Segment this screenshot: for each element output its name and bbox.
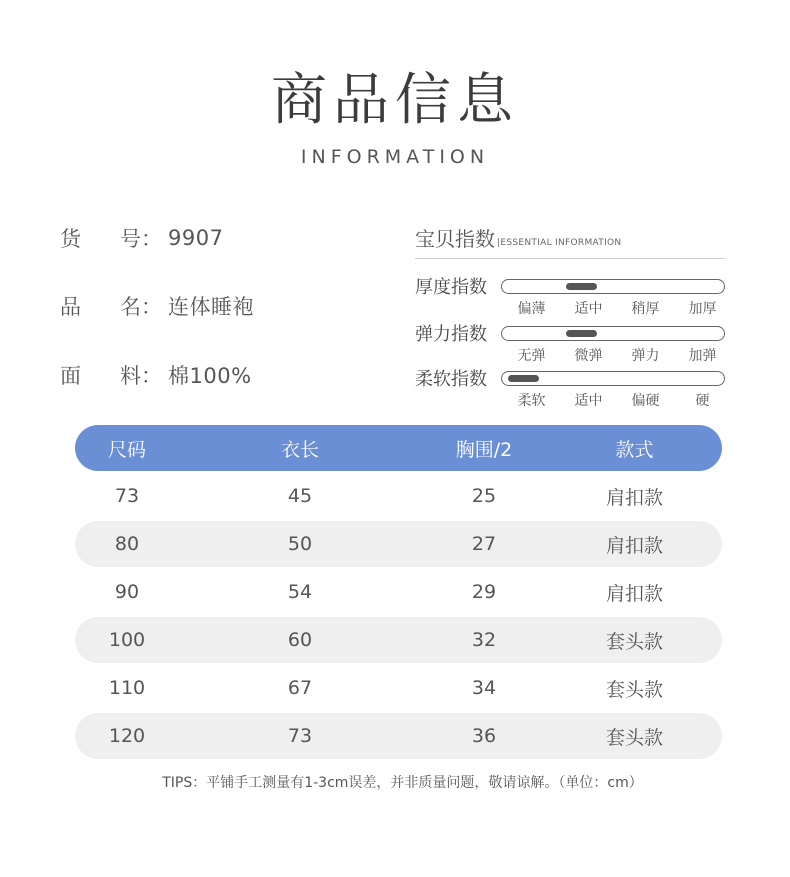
meter-option: 加弹 (688, 348, 717, 364)
meter-softness (415, 365, 727, 409)
meter-option: 偏硬 (631, 393, 660, 409)
info-value: 连体睡袍 (168, 295, 254, 319)
table-cell: 54 (287, 581, 313, 603)
header-length: 衣长 (280, 438, 319, 461)
page-subtitle: INFORMATION (300, 146, 490, 168)
meter-indicator (508, 375, 539, 382)
table-cell: 34 (471, 677, 497, 699)
table-cell: 套头款 (605, 630, 663, 653)
meter-option: 适中 (574, 393, 603, 409)
table-cell: 套头款 (605, 678, 663, 701)
info-label-char2: 名： (120, 295, 162, 319)
table-cell: 45 (287, 485, 313, 507)
index-header (415, 224, 725, 259)
table-cell: 肩扣款 (605, 486, 663, 509)
info-item-material (60, 360, 252, 390)
meter-label: 厚度指数 (415, 277, 487, 298)
meter-option: 硬 (695, 393, 710, 409)
info-label-char1: 品 (60, 295, 81, 319)
meter-track (501, 371, 725, 386)
size-table (75, 425, 722, 759)
meter-option: 柔软 (517, 393, 546, 409)
info-item-number (60, 223, 223, 253)
meter-options (503, 345, 731, 365)
table-cell: 32 (471, 629, 497, 651)
table-cell: 73 (114, 485, 140, 507)
table-row (75, 665, 722, 711)
index-title: 宝贝指数 (415, 227, 495, 251)
table-cell: 50 (287, 533, 313, 555)
meter-options (503, 298, 731, 318)
header-style: 款式 (615, 438, 654, 461)
table-cell: 27 (471, 533, 497, 555)
info-label-char1: 面 (60, 364, 81, 388)
meter-indicator (566, 330, 597, 337)
meter-elasticity (415, 320, 727, 364)
table-cell: 80 (114, 533, 140, 555)
table-cell: 25 (471, 485, 497, 507)
meter-option: 稍厚 (631, 301, 660, 317)
table-cell: 套头款 (605, 726, 663, 749)
table-row (75, 713, 722, 759)
table-row (75, 473, 722, 519)
header-size: 尺码 (107, 438, 146, 461)
meter-option: 适中 (574, 301, 603, 317)
meter-track (501, 326, 725, 341)
table-row (75, 521, 722, 567)
info-value: 棉100% (168, 364, 252, 388)
info-label-char2: 料： (120, 364, 162, 388)
info-label-char1: 货 (60, 227, 81, 251)
table-cell: 73 (287, 725, 313, 747)
table-row (75, 569, 722, 615)
table-cell: 36 (471, 725, 497, 747)
tips-note: TIPS：平铺手工测量有1-3cm误差，并非质量问题，敬请谅解。（单位：cm） (162, 775, 643, 791)
meter-option: 微弹 (574, 348, 603, 364)
table-header (75, 425, 722, 471)
table-cell: 120 (108, 725, 146, 747)
header-chest: 胸围/2 (455, 438, 513, 461)
meter-options (503, 390, 731, 410)
meter-option: 偏薄 (517, 301, 546, 317)
info-value: 9907 (168, 226, 224, 250)
table-cell: 110 (108, 677, 146, 699)
table-row (75, 617, 722, 663)
table-cell: 90 (114, 581, 140, 603)
table-cell: 100 (108, 629, 146, 651)
table-cell: 肩扣款 (605, 534, 663, 557)
meter-option: 加厚 (688, 301, 717, 317)
table-cell: 67 (287, 677, 313, 699)
page-title: 商品信息 (271, 68, 519, 133)
table-cell: 60 (287, 629, 313, 651)
info-item-name (60, 291, 254, 321)
index-subtitle: |ESSENTIAL INFORMATION (497, 238, 622, 248)
info-label-char2: 号： (120, 227, 162, 251)
table-cell: 29 (471, 581, 497, 603)
meter-option: 弹力 (631, 348, 660, 364)
meter-thickness (415, 273, 727, 317)
meter-track (501, 279, 725, 294)
meter-label: 弹力指数 (415, 324, 487, 345)
table-cell: 肩扣款 (605, 582, 663, 605)
meter-option: 无弹 (517, 348, 546, 364)
meter-indicator (566, 283, 597, 290)
meter-label: 柔软指数 (415, 369, 487, 390)
